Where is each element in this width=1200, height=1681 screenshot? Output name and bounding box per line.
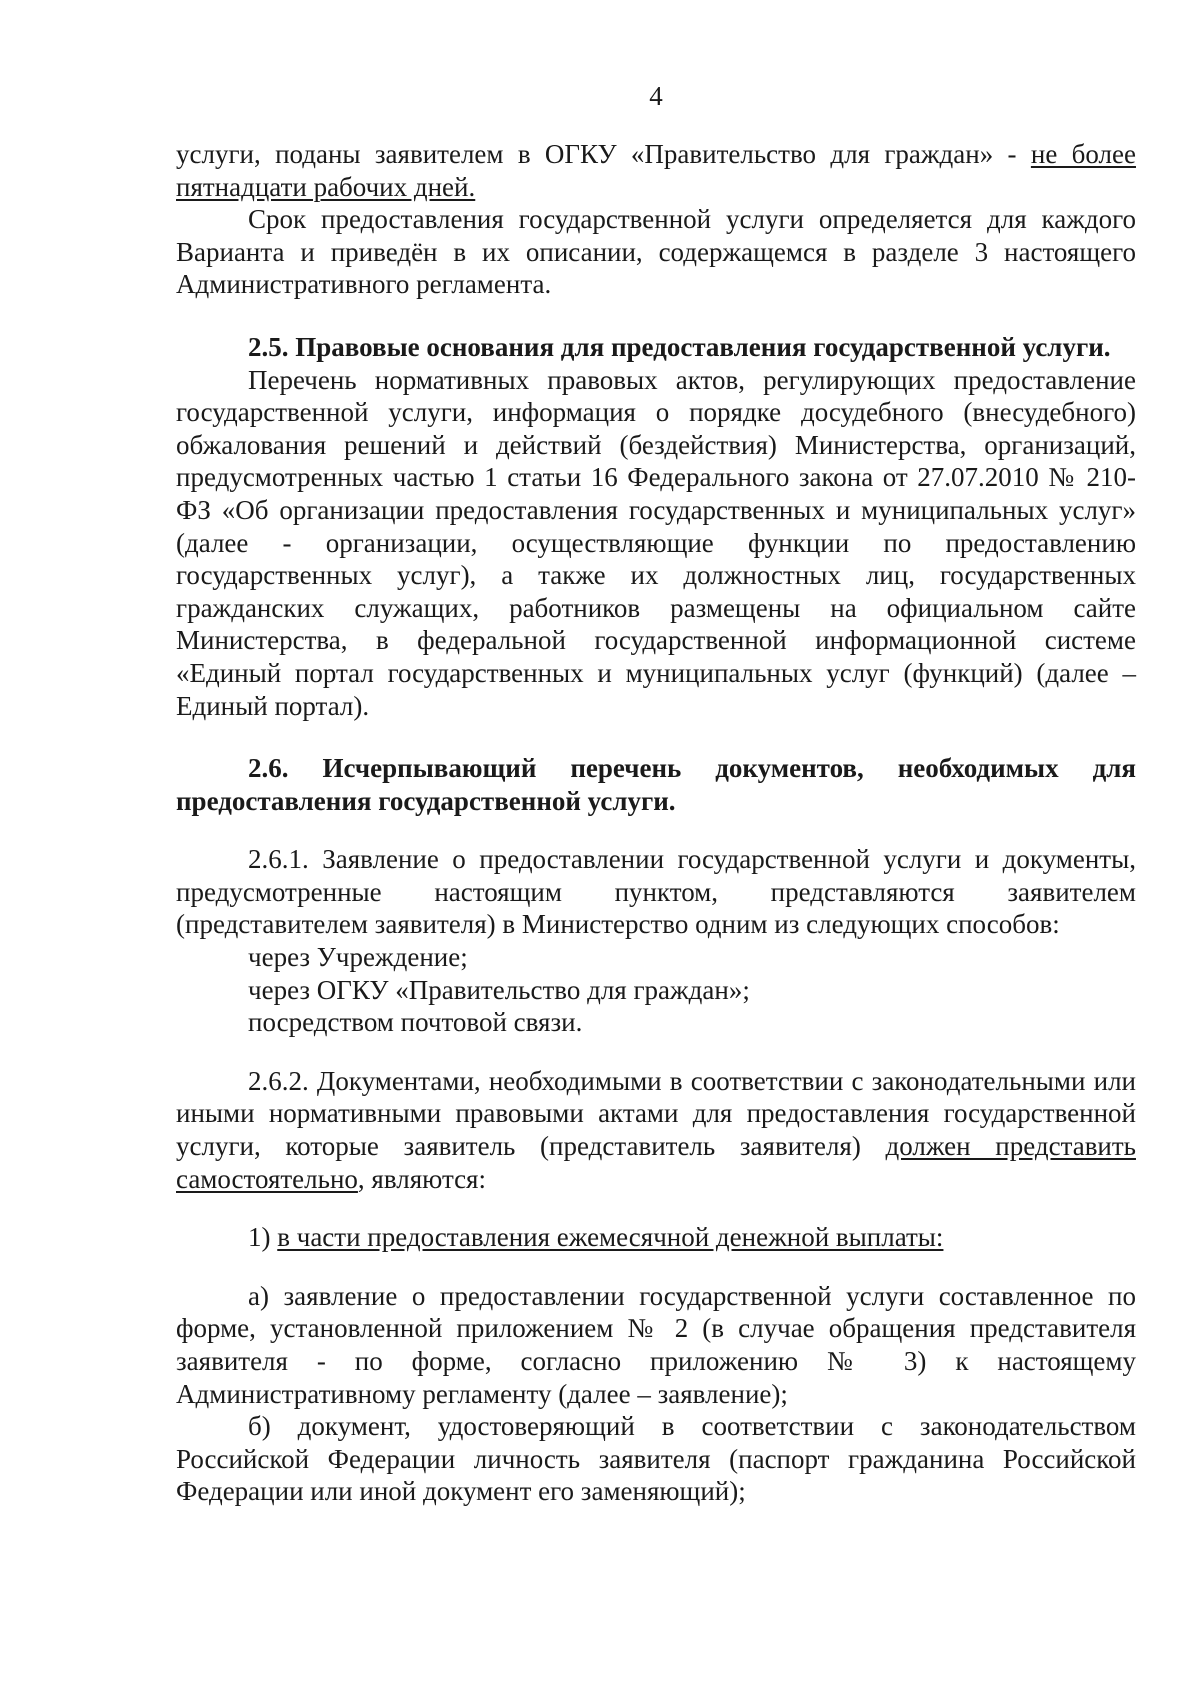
heading-2-5: 2.5. Правовые основания для предоставления государственной услуги. [248, 331, 1111, 362]
list-item-b: б) документ, удостоверяющий в соответствии с законодательством Российской Федерации личность заявителя (паспорт гражданина Российской Федерации или иной документ его заменяющий); [176, 1411, 1136, 1507]
paragraph-2-6-2-end: , являются: [357, 1163, 486, 1194]
paragraph-deadline-text: услуги, поданы заявителем в ОГКУ «Правительство для граждан» - [176, 139, 1031, 169]
paragraph-deadline [176, 138, 1136, 203]
heading-2-6: 2.6. Исчерпывающий перечень документов, необходимых для предоставления государственной услуги. [176, 753, 1136, 816]
paragraph-2-6-2 [176, 1065, 1136, 1195]
method-item-post: посредством почтовой связи. [248, 1007, 583, 1038]
list-item-1-number: 1) [248, 1222, 278, 1253]
document-body [176, 138, 1136, 1508]
method-item-institution: через Учреждение; [248, 942, 468, 973]
paragraph-legal-basis: Перечень нормативных правовых актов, регулирующих предоставление государственной услуги, информация о порядке досудебного (внесудебного) обжалования решений и действий (бездействия) Министерства, организаций, предусмотренных частью 1 статьи 16 Федерального закона от 27.07.2010 № 210-ФЗ «Об организации предоставления государственных и муниципальных услуг» (далее - организации, осуществляющие функции по предоставлению государственных услуг), а также их должностных лиц, государственных гражданских служащих, работников размещены на официальном сайте Министерства, в федеральной государственной информационной системе «Единый портал государственных и муниципальных услуг (функций) (далее – Единый портал). [176, 364, 1136, 721]
deadline-underlined: не более пятнадцати рабочих дней. [176, 139, 1136, 202]
page-number: 4 [649, 81, 663, 111]
paragraph-2-6-1: 2.6.1. Заявление о предоставлении государственной услуги и документы, предусмотренные настоящим пунктом, представляются заявителем (представителем заявителя) в Министерство одним из следующих способов: [176, 844, 1136, 940]
paragraph-2-6-2-text: 2.6.2. Документами, необходимыми в соответствии с законодательными или иными нормативными правовыми актами для предоставления государственной услуги, которые заявитель (представитель заявителя) [176, 1065, 1136, 1162]
list-item-a: а) заявление о предоставлении государственной услуги составленное по форме, установленной приложением № 2 (в случае обращения представителя заявителя - по форме, согласно приложению № 3) к настоящему Административному регламенту (далее – заявление); [176, 1280, 1136, 1409]
list-item-1-underlined: в части предоставления ежемесячной денежной выплаты: [277, 1222, 944, 1253]
list-item-1 [176, 1221, 1136, 1254]
paragraph-term: Срок предоставления государственной услуги определяется для каждого Варианта и приведён в их описании, содержащемся в разделе 3 настоящего Административного регламента. [176, 204, 1136, 300]
must-submit-underlined: должен представить самостоятельно [176, 1131, 1136, 1194]
method-item-ogku: через ОГКУ «Правительство для граждан»; [248, 974, 750, 1005]
